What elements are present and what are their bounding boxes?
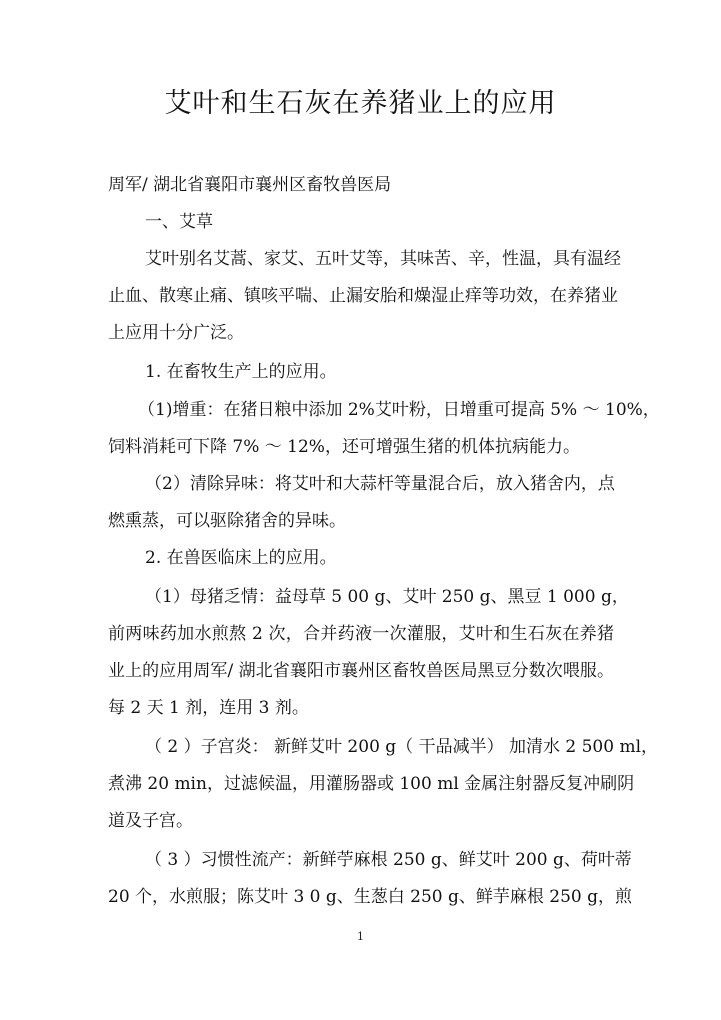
page-number: 1 bbox=[357, 930, 364, 943]
paragraph-line: （ 3 ）习惯性流产：新鲜苧麻根 250 g、鲜艾叶 200 g、荷叶蒂 bbox=[145, 850, 632, 870]
paragraph-line: 业上的应用周军/ 湖北省襄阳市襄州区畜牧兽医局黑豆分数次喂服。 bbox=[108, 661, 614, 681]
paragraph-line: 艾叶别名艾蒿、家艾、五叶艾等，其味苦、辛，性温，具有温经 bbox=[145, 249, 621, 269]
paragraph-line: （ 2 ）子宫炎： 新鲜艾叶 200 g（ 干品减半） 加清水 2 500 ml， bbox=[145, 737, 659, 757]
paragraph-line: 前两味药加水煎熬 2 次，合并药液一次灌服，艾叶和生石灰在养猪 bbox=[108, 624, 614, 644]
subsection-heading-2: 2. 在兽医临床上的应用。 bbox=[145, 548, 337, 568]
section-heading-1: 一、艾草 bbox=[145, 212, 213, 232]
author-affiliation: 周军/ 湖北省襄阳市襄州区畜牧兽医局 bbox=[108, 175, 392, 195]
subsection-heading-1: 1. 在畜牧生产上的应用。 bbox=[145, 362, 337, 382]
paragraph-line: 道及子宫。 bbox=[108, 811, 193, 831]
paragraph-line: 饲料消耗可下降 7% ～ 12%，还可增强生猪的机体抗病能力。 bbox=[108, 437, 580, 457]
paragraph-line: 上应用十分广泛。 bbox=[108, 323, 244, 343]
paragraph-line: 止血、散寒止痛、镇咳平喘、止漏安胎和燥湿止痒等功效，在养猪业 bbox=[108, 286, 618, 306]
document-title: 艾叶和生石灰在养猪业上的应用 bbox=[164, 88, 557, 119]
paragraph-line: （1)增重：在猪日粮中添加 2%艾叶粉，日增重可提高 5% ～ 10%， bbox=[138, 400, 660, 420]
paragraph-line: （1）母猪乏情：益母草 5 00 g、艾叶 250 g、黑豆 1 000 g， bbox=[145, 587, 629, 607]
paragraph-line: 燃熏蒸，可以驱除猪舍的异味。 bbox=[108, 511, 346, 531]
paragraph-line: 每 2 天 1 剂，连用 3 剂。 bbox=[108, 698, 309, 718]
paragraph-line: 20 个，水煎服；陈艾叶 3 0 g、生葱白 250 g、鲜芋麻根 250 g，煎 bbox=[108, 887, 633, 907]
paragraph-line: （2）清除异味：将艾叶和大蒜杆等量混合后，放入猪舍内，点 bbox=[145, 474, 615, 494]
paragraph-line: 煮沸 20 min，过滤候温，用灌肠器或 100 ml 金属注射器反复冲刷阴 bbox=[108, 774, 635, 794]
